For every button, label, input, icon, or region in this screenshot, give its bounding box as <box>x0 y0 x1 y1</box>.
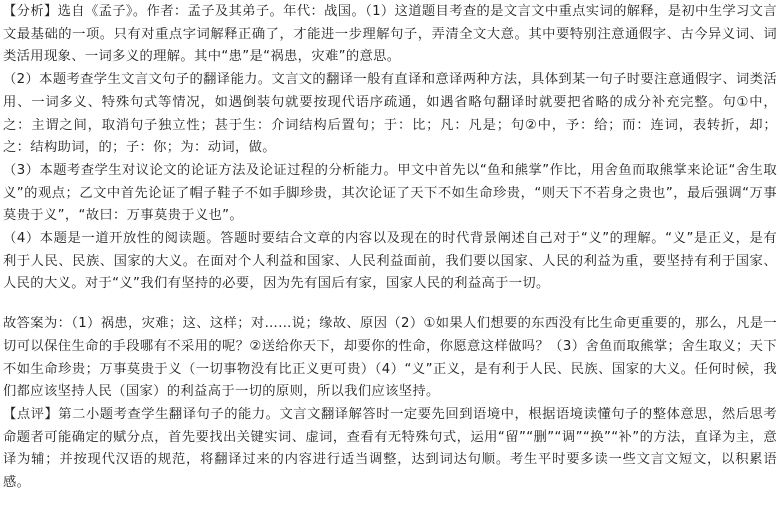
answer-section <box>3 313 777 495</box>
analysis-paragraph-1: 【分析】选自《孟子》。作者：孟子及其弟子。年代：战国。（1）这道题目考查的是文言文中重点实词的解释，是初中生学习文言文最基础的一项。只有对重点字词解释正确了，才能进一步理解句子，弄清全文大意。其中要特别注意通假字、古今异义词、词类活用现象、一词多义的理解。其中“患”是“祸患，灾难”的意思。 <box>3 4 777 65</box>
section-spacer <box>3 296 777 313</box>
analysis-paragraph-2: （2）本题考查学生文言文句子的翻译能力。文言文的翻译一般有直译和意译两种方法，具体到某一句子时要注意通假字、词类活用、一词多义、特殊句式等情况，如遇倒装句就要按现代语序疏通，如遇省略句翻译时就要把省略的成分补充完整。句①中，之：主谓之间，取消句子独立性；甚于生：介词结构后置句；于：比；凡：凡是；句②中，予：给；而：连词，表转折，却；之：结构助词，的；子：你；为：动词，做。 <box>3 72 777 156</box>
analysis-paragraph-4: （4）本题是一道开放性的阅读题。答题时要结合文章的内容以及现在的时代背景阐述自己对于“义”的理解。“义”是正义，是有利于人民、民族、国家的大义。在面对个人利益和国家、人民利益面前，我们要以国家、人民的利益为重，要坚持有利于国家、人民的大义。对于“义”我们有坚持的必要，因为先有国后有家，国家人民的利益高于一切。 <box>3 231 777 292</box>
analysis-paragraph-3: （3）本题考查学生对议论文的论证方法及论证过程的分析能力。甲文中首先以“鱼和熊掌”作比，用舍鱼而取熊掌来论证“舍生取义”的观点；乙文中首先论证了帽子鞋子不如手脚珍贵，其次论证了天下不如生命珍贵，“则天下不若身之贵也”，最后强调“万事莫贵于义”，“故曰：万事莫贵于义也”。 <box>3 162 777 224</box>
analysis-section <box>3 1 777 296</box>
comment-paragraph: 【点评】第二小题考查学生翻译句子的能力。文言文翻译解答时一定要先回到语境中，根据语境读懂句子的整体意思，然后思考命题者可能确定的赋分点，首先要找出关键实词、虚词，查看有无特殊句式，运用“留”“删”“调”“换”“补”的方法，直译为主，意译为辅；并按现代汉语的规范，将翻译过来的内容进行适当调整，达到词达句顺。考生平时要多读一些文言文短文，以积累语感。 <box>3 406 777 491</box>
answer-paragraph: 故答案为：（1）祸患，灾难；这、这样；对……说；缘故、原因（2）①如果人们想要的东西没有比生命更重要的，那么，凡是一切可以保住生命的手段哪有不采用的呢？②送给你天下，却要你的性命，你愿意这样做吗？（3）舍鱼而取熊掌；舍生取义；天下不如生命珍贵；万事莫贵于义（一切事物没有比正义更可贵）（4）“义”正义，是有利于人民、民族、国家的大义。任何时候，我们都应该坚持人民（国家）的利益高于一切的原则，所以我们应该坚持。 <box>3 316 777 400</box>
